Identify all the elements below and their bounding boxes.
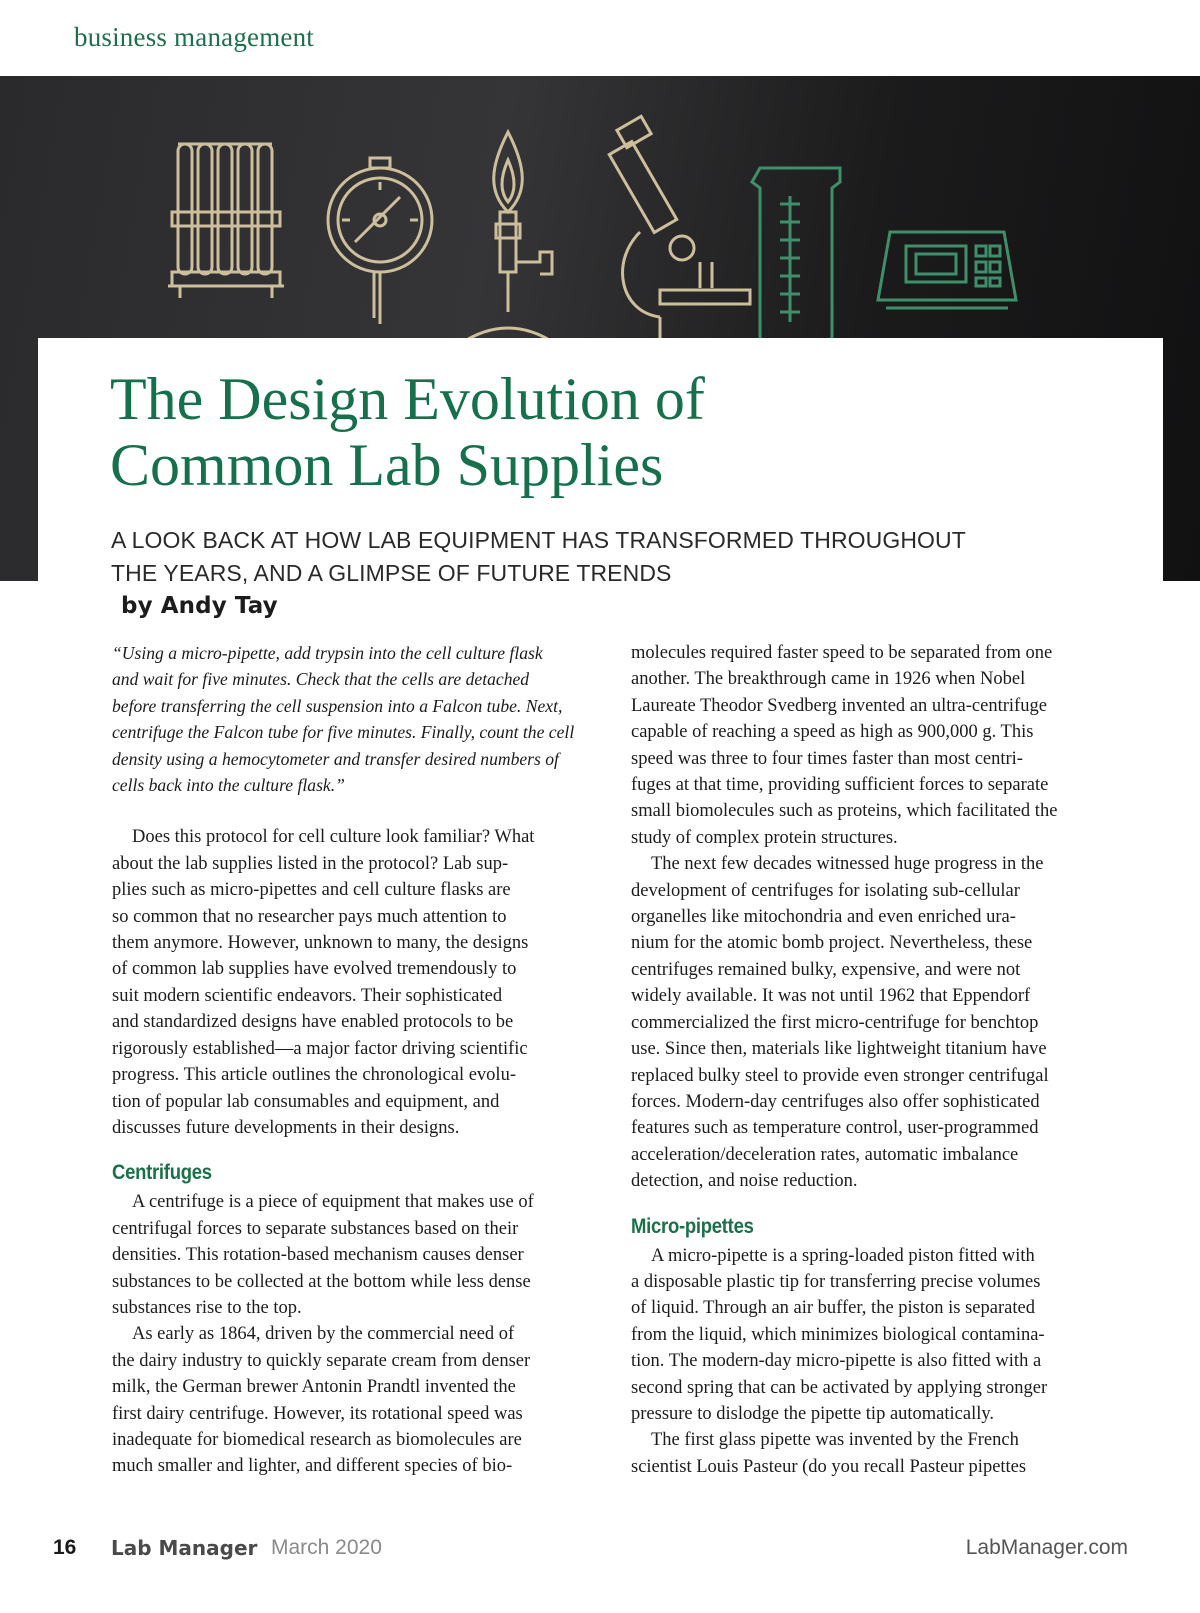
deck-line: THE YEARS, AND A GLIMPSE OF FUTURE TRENDS by Andy Tay [111,557,1111,623]
text-line: densities. This rotation-based mechanism causes denser [112,1245,524,1266]
text-line: pressure to dislodge the pipette tip automatically. [631,1403,995,1424]
text-line: features such as temperature control, user-programmed [631,1118,1039,1139]
micropipettes-paragraph-2 [631,1427,1126,1480]
text-line: widely available. It was not until 1962 that Eppendorf [631,986,1031,1007]
progress-paragraph [631,851,1126,1194]
text-line: tion. The modern-day micro-pipette is also fitted with a [631,1351,1042,1372]
test-tube-rack-icon [168,144,284,298]
text-line: A micro-pipette is a spring-loaded piston fitted with [651,1245,1035,1266]
centrifuges-paragraph-1 [112,1189,602,1321]
pressure-gauge-icon [328,158,432,324]
text-line: substances to be collected at the bottom while less dense [112,1271,531,1292]
text-line: another. The breakthrough came in 1926 when Nobel [631,669,1026,690]
text-line: substances rise to the top. [112,1297,302,1318]
text-line: density using a hemocytometer and transfer desired numbers of [112,748,559,769]
text-line: the dairy industry to quickly separate cream from denser [112,1350,531,1371]
protocol-quote [112,640,602,798]
centrifuges-paragraph-2 [112,1321,602,1479]
microscope-icon [609,116,756,358]
text-line: forces. Modern-day centrifuges also offer sophisticated [631,1091,1040,1112]
text-line: suit modern scientific endeavors. Their sophisticated [112,985,503,1006]
text-line: milk, the German brewer Antonin Prandtl invented the [112,1377,516,1398]
text-line: development of centrifuges for isolating sub-cellular [631,880,1020,901]
lab-equipment-illustration [160,112,1060,372]
text-line: acceleration/deceleration rates, automatic imbalance [631,1144,1019,1165]
section-heading-micropipettes: Micro-pipettes [631,1214,754,1238]
text-line: of common lab supplies have evolved tremendously to [112,959,517,980]
micropipettes-paragraph-1 [631,1243,1126,1428]
magazine-name: Lab Manager [111,1536,258,1560]
text-line: cells back into the culture flask.” [112,775,345,796]
text-line: discusses future developments in their designs. [112,1117,460,1138]
text-line: about the lab supplies listed in the protocol? Lab sup- [112,853,509,874]
text-line: scientist Louis Pasteur (do you recall Pasteur pipettes [631,1456,1027,1477]
text-line: use. Since then, materials like lightweight titanium have [631,1039,1047,1060]
page-number: 16 [53,1536,77,1559]
text-line: nium for the atomic bomb project. Nevertheless, these [631,933,1033,954]
text-line: A centrifuge is a piece of equipment that makes use of [132,1192,534,1213]
text-line: centrifugal forces to separate substances based on their [112,1218,519,1239]
text-line: rigorously established—a major factor driving scientific [112,1038,528,1059]
text-line: centrifuge the Falcon tube for five minutes. Finally, count the cell [112,722,575,743]
section-label: business management [74,22,314,52]
text-line: Does this protocol for cell culture look familiar? What [132,827,535,848]
column-left [112,640,602,1480]
text-line: before transferring the cell suspension into a Falcon tube. Next, [112,695,563,716]
ultracentrifuge-paragraph [631,640,1126,851]
digital-scale-icon [878,232,1016,308]
text-line: progress. This article outlines the chronological evolu- [112,1065,516,1086]
text-line: study of complex protein structures. [631,827,898,848]
text-line: of liquid. Through an air buffer, the piston is separated [631,1298,1035,1319]
text-line: much smaller and lighter, and different species of bio- [112,1456,513,1477]
page-footer [53,1536,1128,1566]
title-line: Common Lab Supplies [110,432,664,498]
website-link[interactable]: LabManager.com [965,1536,1128,1559]
text-line: centrifuges remained bulky, expensive, and were not [631,959,1021,980]
text-line: small biomolecules such as proteins, which facilitated the [631,801,1058,822]
text-line: second spring that can be activated by applying stronger [631,1377,1048,1398]
text-line: fuges at that time, providing sufficient forces to separate [631,775,1049,796]
text-line: capable of reaching a speed as high as 900,000 g. This [631,722,1034,743]
text-line: The next few decades witnessed huge progress in the [651,854,1044,875]
intro-paragraph [112,824,602,1141]
beaker-icon [752,168,840,350]
text-line: Laureate Theodor Svedberg invented an ultra-centrifuge [631,695,1047,716]
title-line: The Design Evolution of [110,366,705,432]
text-line: inadequate for biomedical research as biomolecules are [112,1429,522,1450]
text-line: and wait for five minutes. Check that the cells are detached [112,669,530,690]
text-line: plies such as micro-pipettes and cell culture flasks are [112,880,511,901]
text-line: commercialized the first micro-centrifuge for benchtop [631,1012,1039,1033]
byline: by Andy Tay [121,593,278,619]
text-line: The first glass pipette was invented by the French [651,1430,1019,1451]
text-line: organelles like mitochondria and even enriched ura- [631,907,1016,928]
deck-line: A LOOK BACK AT HOW LAB EQUIPMENT HAS TRANSFORMED THROUGHOUT [111,527,966,553]
bunsen-burner-icon [452,132,564,350]
article-title [110,366,1010,498]
section-heading-centrifuges: Centrifuges [112,1161,212,1185]
text-line: a disposable plastic tip for transferring precise volumes [631,1271,1041,1292]
text-line: them anymore. However, unknown to many, the designs [112,933,529,954]
text-line: so common that no researcher pays much attention to [112,906,507,927]
text-line: As early as 1864, driven by the commercial need of [132,1324,515,1345]
column-right [631,640,1126,1480]
text-line: and standardized designs have enabled protocols to be [112,1012,514,1033]
text-line: first dairy centrifuge. However, its rotational speed was [112,1403,523,1424]
text-line: tion of popular lab consumables and equipment, and [112,1091,500,1112]
text-line: “Using a micro-pipette, add trypsin into the cell culture flask [112,643,543,663]
article-deck [111,524,1111,623]
text-line: speed was three to four times faster than most centri- [631,748,1023,769]
text-line: from the liquid, which minimizes biological contamina- [631,1324,1045,1345]
text-line: molecules required faster speed to be separated from one [631,643,1053,663]
text-line: replaced bulky steel to provide even stronger centrifugal [631,1065,1049,1086]
issue-date: March 2020 [271,1536,382,1559]
text-line: detection, and noise reduction. [631,1171,858,1192]
